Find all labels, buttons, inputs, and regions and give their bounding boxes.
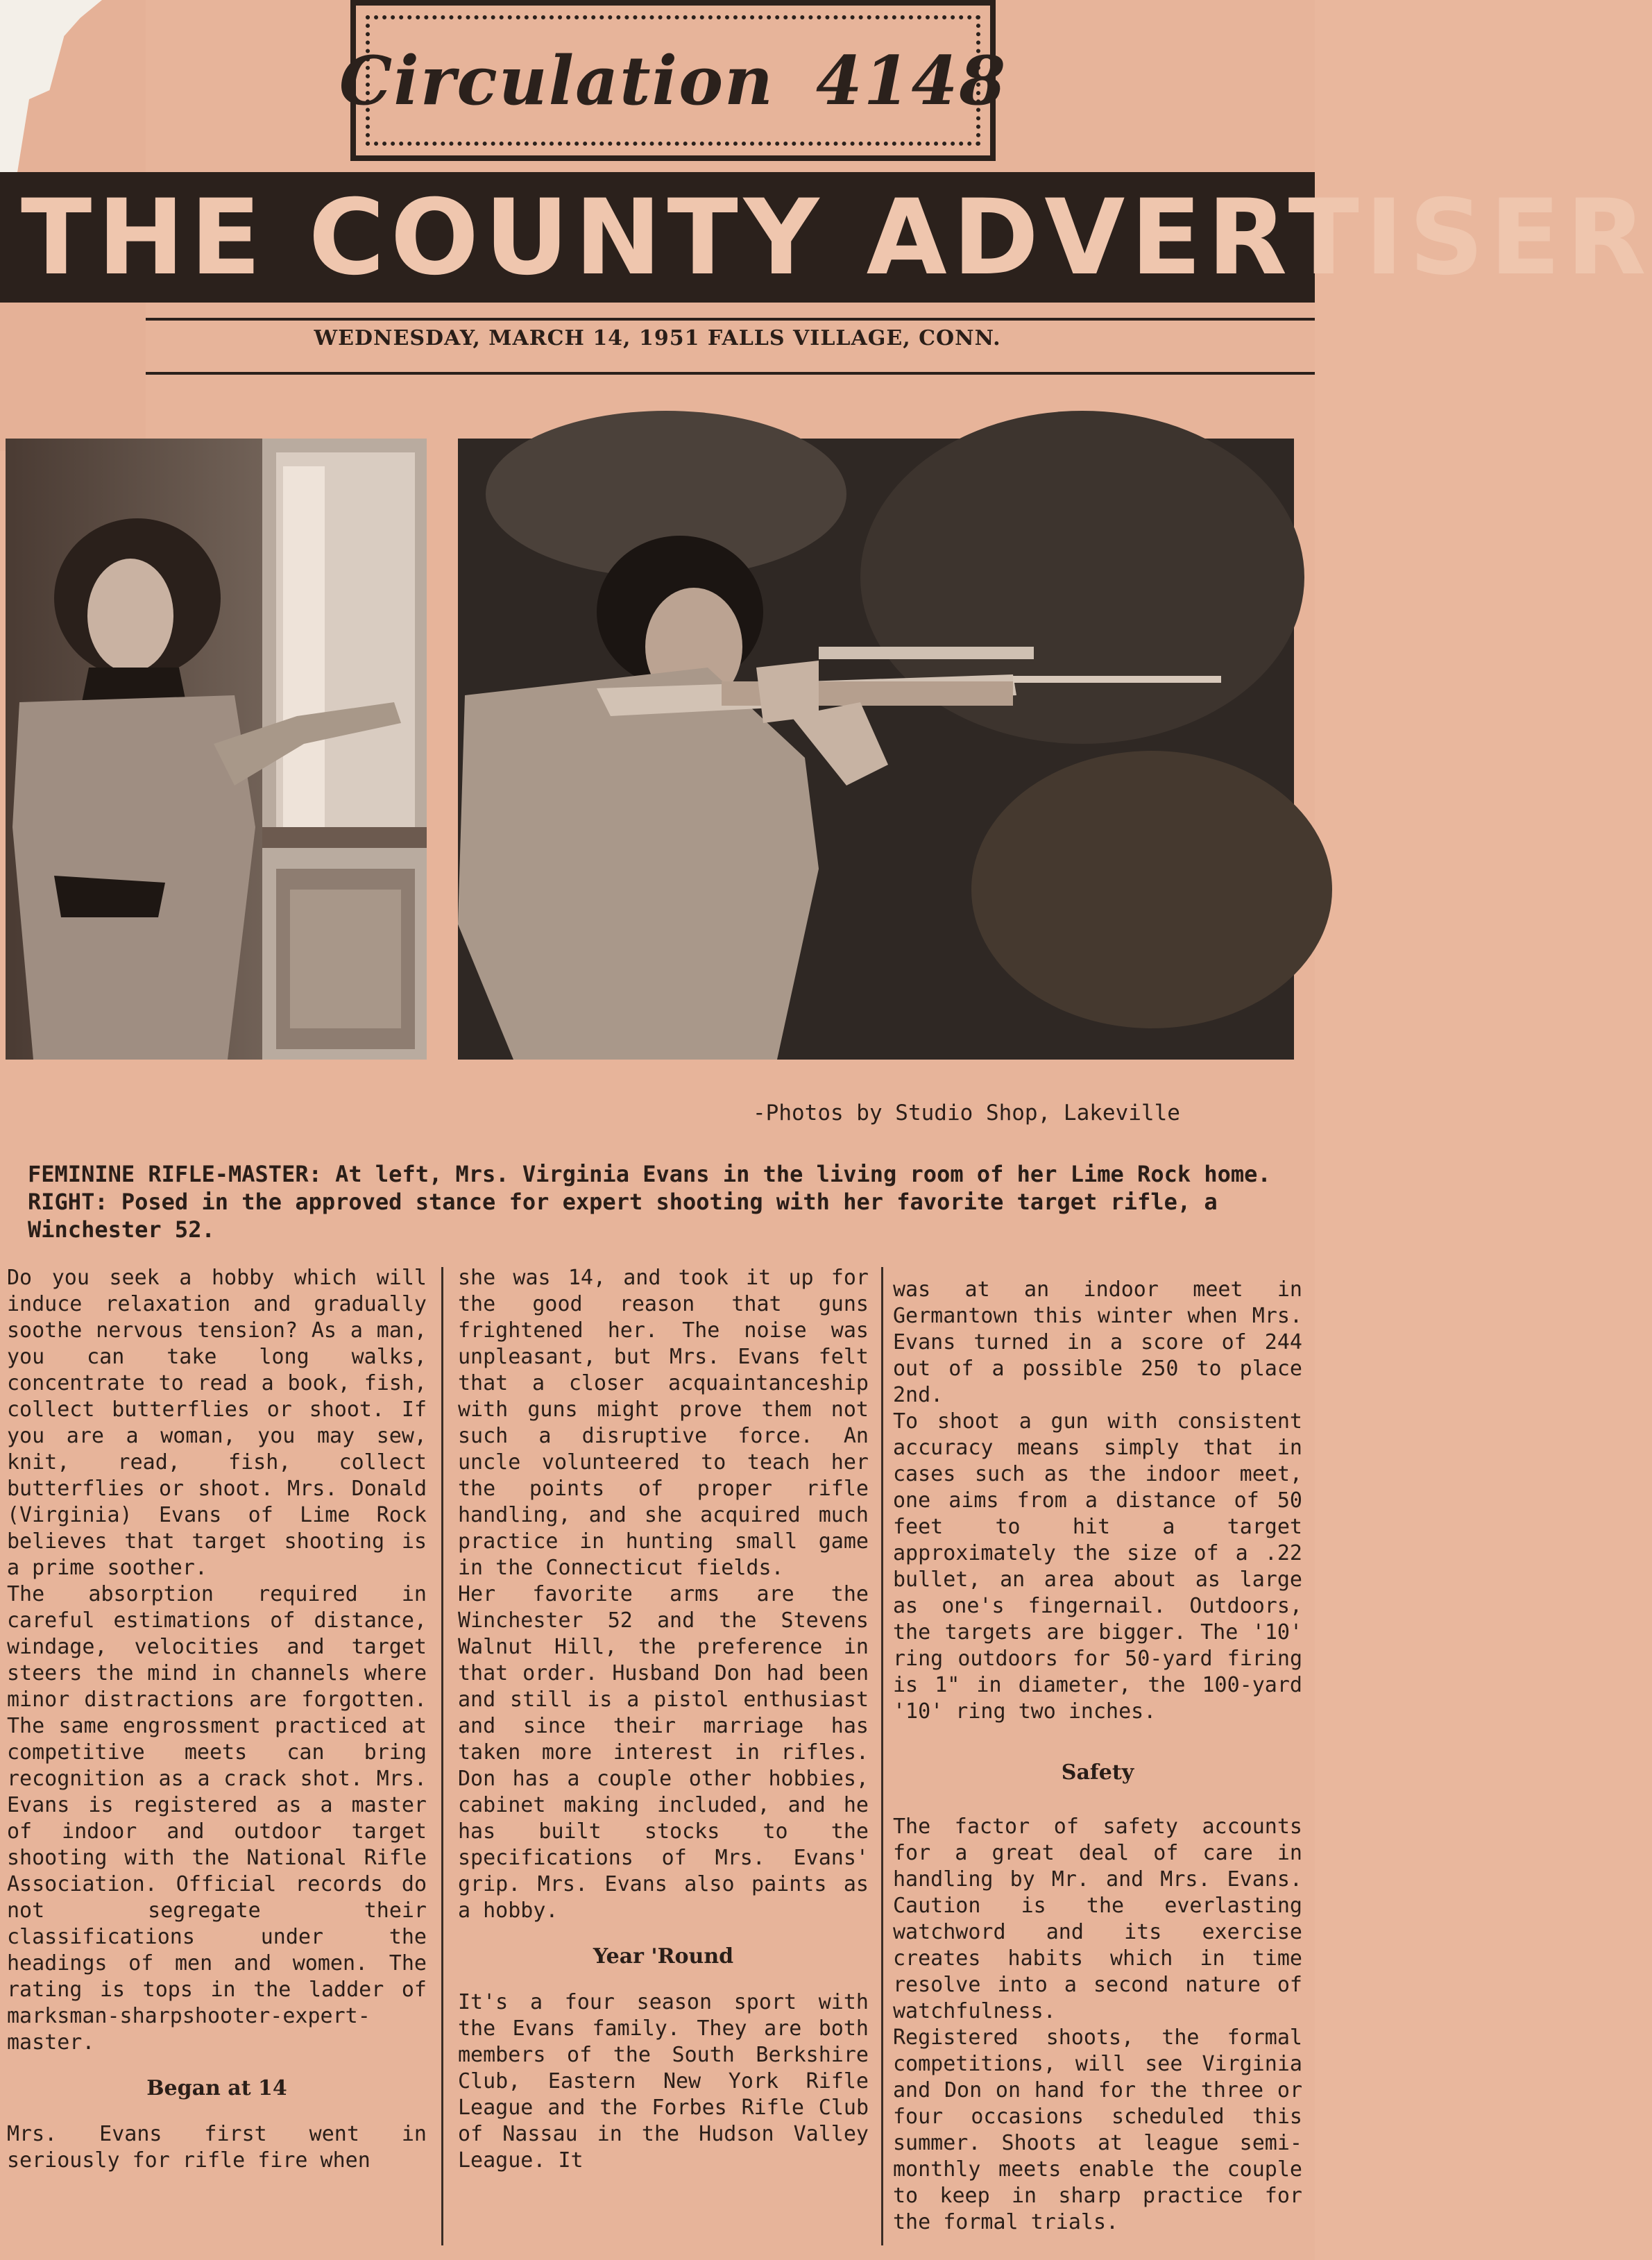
article-column-1 [7, 1265, 427, 2174]
article-column-2 [458, 1265, 869, 2174]
section-heading: Safety [1061, 1760, 1134, 1785]
circulation-number: 4148 [815, 41, 1007, 120]
column-rule-1 [441, 1267, 443, 2245]
section-heading: Year 'Round [593, 1944, 734, 1969]
circulation-border [339, 15, 1007, 146]
article-paragraph: It's a four season sport with the Evans family. They are both members of the South Berkshire Club, Eastern New York Rifle League and the Forbes Rifle Club of Nassau in the Hudson Valley League. It [458, 1990, 869, 2173]
dateline: WEDNESDAY, MARCH 14, 1951 FALLS VILLAGE, CONN. [314, 326, 1001, 350]
masthead-title: THE COUNTY ADVERTISER [21, 178, 1652, 298]
section-heading: Began at 14 [146, 2076, 287, 2100]
article-paragraph: Do you seek a hobby which will induce relaxation and gradually soothe nervous tension? As a man, you can take long walks, concentrate to read a book, fish, collect butterflies or shoot. If you are a woman, you may sew, knit, read, fish, collect butterflies or shoot. Mrs. Donald (Virginia) Evans of Lime Rock believes that target shooting is a prime soother. [7, 1266, 427, 1580]
article-paragraph: To shoot a gun with consistent accuracy means simply that in cases such as the indoor meet, one aims from a distance of 50 feet to hit a target approximately the size of a .22 bullet, an area about as large as one's fingernail. Outdoors, the targets are bigger. The '10' ring outdoors for 50-yard firing is 1" in diameter, the 100-yard '10' ring two inches. [893, 1409, 1302, 1724]
article-paragraph: Registered shoots, the formal competitions, will see Virginia and Don on hand for the three or four occasions scheduled this summer. Shoots at league semi-monthly meets enable the couple to keep in sharp practice for the formal trials. [893, 2025, 1302, 2234]
photo-credit: -Photos by Studio Shop, Lakeville [753, 1101, 1180, 1125]
dateline-rule-top [146, 318, 1315, 321]
article-paragraph: The factor of safety accounts for a great deal of care in handling by Mr. and Mrs. Evans. Caution is the everlasting watchword and its exercise creates habits which in time resolve into a second nature of watchfulness. [893, 1815, 1302, 2023]
article-paragraph: was at an indoor meet in Germantown this winter when Mrs. Evans turned in a score of 244 out of a possible 250 to place 2nd. [893, 1277, 1302, 1407]
column-rule-2 [881, 1267, 883, 2245]
article-paragraph: she was 14, and took it up for the good reason that guns frightened her. The noise was unpleasant, but Mrs. Evans felt that a closer acquaintanceship with guns might prove them not such a disruptive force. An uncle volunteered to teach her the points of proper rifle handling, and she acquired much practice in hunting small game in the Connecticut fields. [458, 1266, 869, 1580]
dateline-rule-bottom [146, 372, 1315, 375]
photo-caption: FEMININE RIFLE-MASTER: At left, Mrs. Virginia Evans in the living room of her Lime Rock home. RIGHT: Posed in the approved stance for expert shooting with her favorite target rifle, a Winchester 52. [28, 1161, 1271, 1243]
article-paragraph: The absorption required in careful estimations of distance, windage, velocities and target steers the mind in channels where minor distractions are forgotten. The same engrossment practiced at competitive meets can bring recognition as a crack shot. Mrs. Evans is registered as a master of indoor and outdoor target shooting with the National Rifle Association. Official records do not segregate their classifications under the headings of men and women. The rating is tops in the ladder of marksman-sharpshooter-expert-master. [7, 1582, 427, 2055]
photo-woman-living-room [6, 439, 427, 1060]
circulation-label: Circulation [339, 41, 774, 120]
article-paragraph: Her favorite arms are the Winchester 52 and the Stevens Walnut Hill, the preference in that order. Husband Don had been and still is a pistol enthusiast and since their marriage has taken more interest in rifles. Don has a couple other hobbies, cabinet making included, and he has built stocks to the specifications of Mrs. Evans' grip. Mrs. Evans also paints as a hobby. [458, 1582, 869, 1923]
article-column-3 [893, 1277, 1302, 2236]
photo-woman-aiming-rifle [458, 439, 1294, 1060]
photo-left-illustration [6, 439, 427, 1060]
article-paragraph: Mrs. Evans first went in seriously for rifle fire when [7, 2122, 427, 2173]
photo-right-illustration [458, 439, 1294, 1060]
circulation-box [339, 0, 1007, 161]
